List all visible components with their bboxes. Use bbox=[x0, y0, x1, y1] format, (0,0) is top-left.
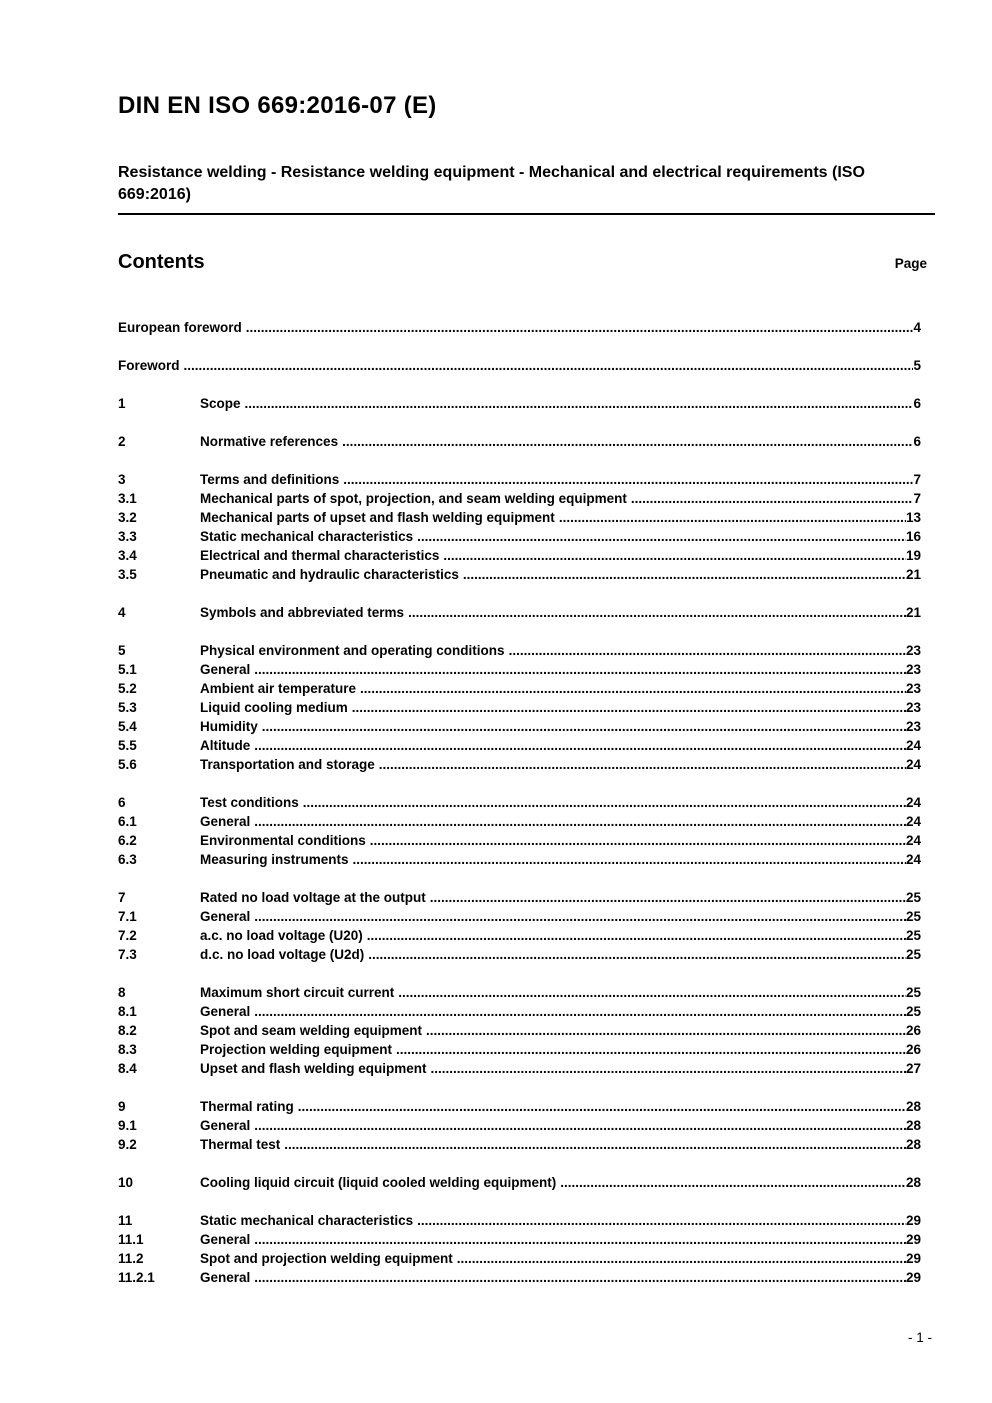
toc-entry-title: Mechanical parts of spot, projection, and seam welding equipment bbox=[200, 491, 627, 506]
footer-page-number: - 1 - bbox=[907, 1330, 932, 1345]
toc-entry-title: Maximum short circuit current bbox=[200, 985, 395, 1000]
toc-row bbox=[118, 1211, 935, 1230]
toc-entry-title: Scope bbox=[200, 396, 241, 411]
toc-entry-page: 29 bbox=[905, 1213, 921, 1228]
toc-entry-page: 7 bbox=[913, 472, 921, 487]
contents-header-row bbox=[118, 251, 935, 274]
toc-dot-leader bbox=[457, 1249, 906, 1268]
toc-row bbox=[118, 926, 935, 945]
toc-row bbox=[118, 831, 935, 850]
toc-dot-leader bbox=[367, 926, 906, 945]
toc-entry-page: 6 bbox=[913, 396, 921, 411]
toc-entry-title: Static mechanical characteristics bbox=[200, 529, 414, 544]
toc-entry-title: Physical environment and operating conditions bbox=[200, 643, 505, 658]
toc-row bbox=[118, 508, 935, 527]
toc-row bbox=[118, 394, 935, 413]
toc-entry-number: 4 bbox=[118, 605, 126, 620]
toc-entry-number: 5.1 bbox=[118, 662, 137, 677]
toc-entry-number: 3 bbox=[118, 472, 126, 487]
toc-dot-leader bbox=[254, 660, 906, 679]
toc-entry-title: Measuring instruments bbox=[200, 852, 349, 867]
toc-entry-number: 5.4 bbox=[118, 719, 137, 734]
toc-entry-title: Spot and projection welding equipment bbox=[200, 1251, 453, 1266]
toc-entry-number: 3.1 bbox=[118, 491, 137, 506]
toc-dot-leader bbox=[254, 1268, 906, 1287]
toc-entry-title: Static mechanical characteristics bbox=[200, 1213, 414, 1228]
toc-entry-number: 9.1 bbox=[118, 1118, 137, 1133]
toc-dot-leader bbox=[298, 1097, 906, 1116]
toc-dot-leader bbox=[368, 945, 906, 964]
toc-row bbox=[118, 660, 935, 679]
toc-entry-page: 23 bbox=[905, 700, 921, 715]
toc-dot-leader bbox=[360, 679, 906, 698]
toc-dot-leader bbox=[245, 394, 914, 413]
toc-entry-title: General bbox=[200, 1118, 251, 1133]
toc-entry-number: 7.1 bbox=[118, 909, 137, 924]
toc-entry-page: 24 bbox=[905, 738, 921, 753]
toc-entry-number: 11.2 bbox=[118, 1251, 144, 1266]
toc-dot-leader bbox=[463, 565, 906, 584]
toc-entry-page: 24 bbox=[905, 795, 921, 810]
toc-entry-number: 5.2 bbox=[118, 681, 137, 696]
toc-row bbox=[118, 888, 935, 907]
toc-entry-page: 23 bbox=[905, 643, 921, 658]
toc-entry-title: Electrical and thermal characteristics bbox=[200, 548, 440, 563]
toc-entry-number: 11.1 bbox=[118, 1232, 144, 1247]
toc-row bbox=[118, 565, 935, 584]
toc-row bbox=[118, 983, 935, 1002]
toc-dot-leader bbox=[509, 641, 906, 660]
toc-entry-page: 23 bbox=[905, 719, 921, 734]
toc-row bbox=[118, 1116, 935, 1135]
toc-dot-leader bbox=[559, 508, 906, 527]
toc-dot-leader bbox=[284, 1135, 906, 1154]
toc-entry-number: 6 bbox=[118, 795, 126, 810]
toc-entry-title: General bbox=[200, 1270, 251, 1285]
toc-entry-page: 4 bbox=[913, 320, 921, 335]
toc-dot-leader bbox=[342, 432, 913, 451]
toc-entry-number: 7 bbox=[118, 890, 126, 905]
toc-entry-title: Symbols and abbreviated terms bbox=[200, 605, 405, 620]
toc-group bbox=[118, 641, 935, 774]
document-subtitle: Resistance welding - Resistance welding equipment - Mechanical and electrical requirements (ISO 669:2016) bbox=[118, 162, 935, 215]
toc-entry-page: 21 bbox=[905, 605, 921, 620]
toc-entry-page: 19 bbox=[905, 548, 921, 563]
toc-entry-page: 25 bbox=[905, 947, 921, 962]
toc-group bbox=[118, 356, 935, 375]
toc-entry-title: Normative references bbox=[200, 434, 339, 449]
toc-row bbox=[118, 679, 935, 698]
toc-row bbox=[118, 527, 935, 546]
toc-entry-title: Liquid cooling medium bbox=[200, 700, 348, 715]
toc-entry-number: 6.3 bbox=[118, 852, 137, 867]
toc-entry-number: 9 bbox=[118, 1099, 126, 1114]
toc-row bbox=[118, 641, 935, 660]
toc-entry-title: Altitude bbox=[200, 738, 251, 753]
toc-row bbox=[118, 907, 935, 926]
toc-entry-number: 3.3 bbox=[118, 529, 137, 544]
toc-row bbox=[118, 1002, 935, 1021]
toc-entry-page: 27 bbox=[905, 1061, 921, 1076]
toc-entry-title: General bbox=[200, 1232, 251, 1247]
toc-dot-leader bbox=[408, 603, 906, 622]
toc-entry-number: 7.2 bbox=[118, 928, 137, 943]
toc-entry-page: 28 bbox=[905, 1137, 921, 1152]
toc-entry-number: 8.2 bbox=[118, 1023, 137, 1038]
toc bbox=[118, 318, 935, 1287]
toc-group bbox=[118, 888, 935, 964]
toc-entry-title: Terms and definitions bbox=[200, 472, 340, 487]
toc-entry-number: 3.5 bbox=[118, 567, 137, 582]
toc-dot-leader bbox=[417, 527, 906, 546]
toc-dot-leader bbox=[560, 1173, 906, 1192]
toc-entry-number: 8.3 bbox=[118, 1042, 137, 1057]
toc-row bbox=[118, 850, 935, 869]
toc-entry-title: Spot and seam welding equipment bbox=[200, 1023, 423, 1038]
toc-entry-page: 25 bbox=[905, 928, 921, 943]
toc-dot-leader bbox=[370, 831, 906, 850]
toc-entry-page: 28 bbox=[905, 1175, 921, 1190]
toc-dot-leader bbox=[184, 356, 914, 375]
toc-entry-page: 26 bbox=[905, 1023, 921, 1038]
toc-group bbox=[118, 432, 935, 451]
toc-entry-title: General bbox=[200, 814, 251, 829]
toc-dot-leader bbox=[254, 1002, 906, 1021]
toc-entry-page: 26 bbox=[905, 1042, 921, 1057]
toc-group bbox=[118, 1097, 935, 1154]
page-content bbox=[118, 0, 935, 1287]
toc-row bbox=[118, 717, 935, 736]
toc-entry-number: 5.5 bbox=[118, 738, 137, 753]
toc-group bbox=[118, 1173, 935, 1192]
toc-dot-leader bbox=[262, 717, 906, 736]
toc-dot-leader bbox=[254, 1116, 906, 1135]
toc-entry-number: 11 bbox=[118, 1213, 133, 1228]
toc-entry-page: 5 bbox=[913, 358, 921, 373]
toc-dot-leader bbox=[430, 888, 906, 907]
toc-entry-number: 3.4 bbox=[118, 548, 137, 563]
toc-entry-title: Projection welding equipment bbox=[200, 1042, 393, 1057]
document-title: DIN EN ISO 669:2016-07 (E) bbox=[118, 92, 437, 119]
toc-row bbox=[118, 489, 935, 508]
toc-entry-page: 23 bbox=[905, 662, 921, 677]
toc-group bbox=[118, 394, 935, 413]
contents-heading: Contents bbox=[118, 251, 205, 273]
toc-entry-title: Ambient air temperature bbox=[200, 681, 357, 696]
toc-dot-leader bbox=[431, 1059, 906, 1078]
toc-row bbox=[118, 1173, 935, 1192]
toc-entry-number: 5.6 bbox=[118, 757, 137, 772]
toc-entry-number: 6.1 bbox=[118, 814, 137, 829]
toc-row bbox=[118, 1135, 935, 1154]
toc-dot-leader bbox=[254, 907, 906, 926]
toc-row bbox=[118, 1268, 935, 1287]
toc-entry-number: 8 bbox=[118, 985, 126, 1000]
toc-entry-number: 5 bbox=[118, 643, 126, 658]
toc-entry-page: 28 bbox=[905, 1099, 921, 1114]
toc-group bbox=[118, 1211, 935, 1287]
toc-group bbox=[118, 793, 935, 869]
toc-entry-number: 11.2.1 bbox=[118, 1270, 155, 1285]
toc-row bbox=[118, 1230, 935, 1249]
toc-entry-title: Humidity bbox=[200, 719, 258, 734]
toc-dot-leader bbox=[398, 983, 906, 1002]
toc-entry-title: Environmental conditions bbox=[200, 833, 366, 848]
toc-row bbox=[118, 736, 935, 755]
toc-entry-page: 29 bbox=[905, 1251, 921, 1266]
toc-entry-title: European foreword bbox=[118, 320, 242, 335]
toc-entry-title: General bbox=[200, 1004, 251, 1019]
toc-row bbox=[118, 1097, 935, 1116]
toc-dot-leader bbox=[254, 812, 906, 831]
toc-dot-leader bbox=[379, 755, 906, 774]
toc-entry-page: 29 bbox=[905, 1232, 921, 1247]
toc-entry-page: 24 bbox=[905, 757, 921, 772]
toc-entry-number: 10 bbox=[118, 1175, 134, 1190]
toc-entry-title: General bbox=[200, 909, 251, 924]
toc-entry-page: 23 bbox=[905, 681, 921, 696]
toc-row bbox=[118, 1249, 935, 1268]
toc-entry-title: d.c. no load voltage (U2d) bbox=[200, 947, 365, 962]
toc-row bbox=[118, 755, 935, 774]
toc-entry-title: Rated no load voltage at the output bbox=[200, 890, 426, 905]
toc-entry-title: Foreword bbox=[118, 358, 180, 373]
toc-entry-page: 24 bbox=[905, 852, 921, 867]
toc-group bbox=[118, 983, 935, 1078]
toc-entry-page: 7 bbox=[913, 491, 921, 506]
toc-entry-number: 2 bbox=[118, 434, 126, 449]
toc-dot-leader bbox=[254, 736, 906, 755]
toc-entry-page: 25 bbox=[905, 909, 921, 924]
toc-entry-title: General bbox=[200, 662, 251, 677]
toc-entry-page: 29 bbox=[905, 1270, 921, 1285]
toc-row bbox=[118, 793, 935, 812]
toc-group bbox=[118, 470, 935, 584]
toc-entry-title: Test conditions bbox=[200, 795, 299, 810]
toc-row bbox=[118, 698, 935, 717]
toc-entry-page: 28 bbox=[905, 1118, 921, 1133]
toc-entry-title: Thermal test bbox=[200, 1137, 281, 1152]
toc-dot-leader bbox=[417, 1211, 906, 1230]
toc-dot-leader bbox=[254, 1230, 906, 1249]
toc-row bbox=[118, 1059, 935, 1078]
toc-entry-number: 3.2 bbox=[118, 510, 137, 525]
toc-entry-title: Thermal rating bbox=[200, 1099, 294, 1114]
page-column-label: Page bbox=[894, 256, 927, 271]
toc-entry-number: 1 bbox=[118, 396, 126, 411]
toc-row bbox=[118, 1021, 935, 1040]
toc-dot-leader bbox=[303, 793, 906, 812]
toc-entry-page: 6 bbox=[913, 434, 921, 449]
toc-entry-number: 7.3 bbox=[118, 947, 137, 962]
toc-group bbox=[118, 318, 935, 337]
toc-entry-title: Upset and flash welding equipment bbox=[200, 1061, 427, 1076]
toc-entry-number: 8.1 bbox=[118, 1004, 137, 1019]
toc-entry-title: a.c. no load voltage (U20) bbox=[200, 928, 363, 943]
toc-dot-leader bbox=[443, 546, 906, 565]
toc-row bbox=[118, 812, 935, 831]
toc-entry-page: 25 bbox=[905, 1004, 921, 1019]
toc-entry-page: 16 bbox=[905, 529, 921, 544]
toc-entry-number: 6.2 bbox=[118, 833, 137, 848]
toc-entry-number: 5.3 bbox=[118, 700, 137, 715]
toc-entry-page: 21 bbox=[905, 567, 921, 582]
toc-dot-leader bbox=[396, 1040, 906, 1059]
toc-dot-leader bbox=[246, 318, 914, 337]
toc-dot-leader bbox=[352, 698, 906, 717]
toc-row bbox=[118, 318, 935, 337]
toc-row bbox=[118, 356, 935, 375]
toc-entry-number: 9.2 bbox=[118, 1137, 137, 1152]
toc-entry-page: 24 bbox=[905, 814, 921, 829]
toc-dot-leader bbox=[426, 1021, 906, 1040]
toc-entry-page: 25 bbox=[905, 985, 921, 1000]
toc-group bbox=[118, 603, 935, 622]
toc-entry-title: Pneumatic and hydraulic characteristics bbox=[200, 567, 459, 582]
toc-dot-leader bbox=[343, 470, 913, 489]
toc-entry-title: Mechanical parts of upset and flash welding equipment bbox=[200, 510, 555, 525]
toc-row bbox=[118, 945, 935, 964]
toc-entry-page: 25 bbox=[905, 890, 921, 905]
toc-entry-number: 8.4 bbox=[118, 1061, 137, 1076]
toc-row bbox=[118, 470, 935, 489]
toc-row bbox=[118, 432, 935, 451]
toc-row bbox=[118, 1040, 935, 1059]
toc-dot-leader bbox=[353, 850, 906, 869]
toc-entry-page: 13 bbox=[905, 510, 921, 525]
toc-entry-title: Transportation and storage bbox=[200, 757, 375, 772]
toc-dot-leader bbox=[631, 489, 914, 508]
toc-row bbox=[118, 603, 935, 622]
toc-row bbox=[118, 546, 935, 565]
toc-entry-title: Cooling liquid circuit (liquid cooled welding equipment) bbox=[200, 1175, 557, 1190]
toc-entry-page: 24 bbox=[905, 833, 921, 848]
